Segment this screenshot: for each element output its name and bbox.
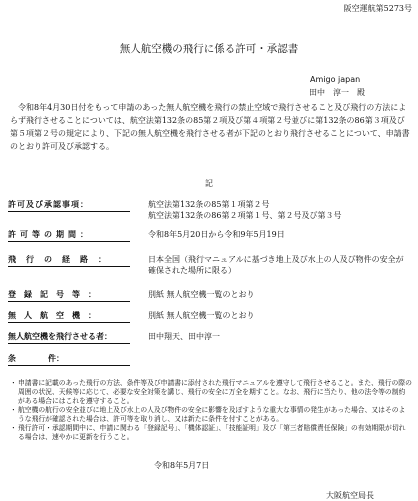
item-value-line: 令和8年5月20日から令和9年5月19日: [148, 230, 285, 239]
item-value-line: 別紙 無人航空機一覧のとおり: [148, 311, 255, 320]
item-value-line: 田中翔天、田中淳一: [148, 332, 220, 341]
item-label: 飛行の経路：: [8, 254, 130, 267]
item-value: [148, 229, 410, 240]
document-title: 無人航空機の飛行に係る許可・承認書: [119, 43, 299, 55]
condition-item: [10, 379, 412, 406]
item-label: 無人航空機を飛行させる者：: [8, 331, 130, 344]
bullet-mark: ・: [10, 379, 17, 387]
condition-text: 航空機の航行の安全並びに地上及び水上の人及び物件の安全に影響を及ぼすような重大な事情の発生があった場合、又はそのような飛行が確認された場合は、許可等を取り消し、又は新たに条件を付すことがある。: [18, 406, 406, 423]
body-text: 令和8年4月30日付をもって申請のあった無人航空機を飛行の禁止空域で飛行させること及び飛行の方法によらず飛行させることについては、航空法第132条の85第２項及び第４項第２号並びに第132条の86第３項及び第５項第２号の規定により、下記の無人航空機を飛行させる者が下記のとおり飛行させることについて、申請書のとおり許可及び承認する。: [10, 103, 410, 151]
issuer: 大阪航空局長: [326, 491, 374, 500]
ki-heading: 記: [205, 179, 213, 188]
item-label: 許可及び承認事項：: [8, 199, 130, 212]
item-label: 無人航空機：: [8, 310, 130, 323]
item-value: [148, 331, 410, 342]
condition-text: 申請書に記載のあった飛行の方法、条件等及び申請書に添付された飛行マニュアルを遵守して飛行させること。また、飛行の際の周囲の状況、天候等に応じて、必要な安全対策を講じ、飛行の安全に万全を期すこと。なお、飛行に当たり、他の法令等の制約がある場合にはこれを遵守すること。: [18, 379, 412, 405]
item-label: 許可等の期間：: [8, 229, 130, 242]
item-value-line: 日本全国（飛行マニュアルに基づき地上及び水上の人及び物件の安全が確保された場所に限る）: [148, 255, 404, 275]
body-paragraph: [10, 101, 410, 153]
issue-date: 令和8年5月7日: [154, 461, 210, 470]
item-value: [148, 289, 410, 300]
conditions-list: [10, 379, 412, 442]
condition-item: [10, 406, 412, 424]
document-number: 阪空運航第5273号: [343, 4, 412, 13]
item-value-line: 航空法第132条の86第２項第１号、第２号及び第３号: [148, 211, 342, 220]
item-value: [148, 199, 410, 221]
recipient-company: Amigo japan: [310, 75, 361, 84]
item-value-line: 航空法第132条の85第１項第２号: [148, 200, 270, 209]
item-label: 登録記号等：: [8, 289, 130, 302]
item-value-line: 別紙 無人航空機一覧のとおり: [148, 290, 255, 299]
item-value: [148, 254, 410, 276]
item-value: [148, 310, 410, 321]
bullet-mark: ・: [10, 406, 17, 414]
condition-item: [10, 424, 412, 442]
recipient-name: 田中 淳一 殿: [309, 88, 365, 97]
bullet-mark: ・: [10, 424, 17, 432]
item-label: 条 件：: [8, 353, 130, 366]
condition-text: 飛行許可・承認期間中に、申請に関わる「登録記号」、「機体認証」、「技能証明」及び「第三者賠償責任保険」の有効期限が切れる場合は、速やかに更新を行うこと。: [18, 424, 406, 441]
